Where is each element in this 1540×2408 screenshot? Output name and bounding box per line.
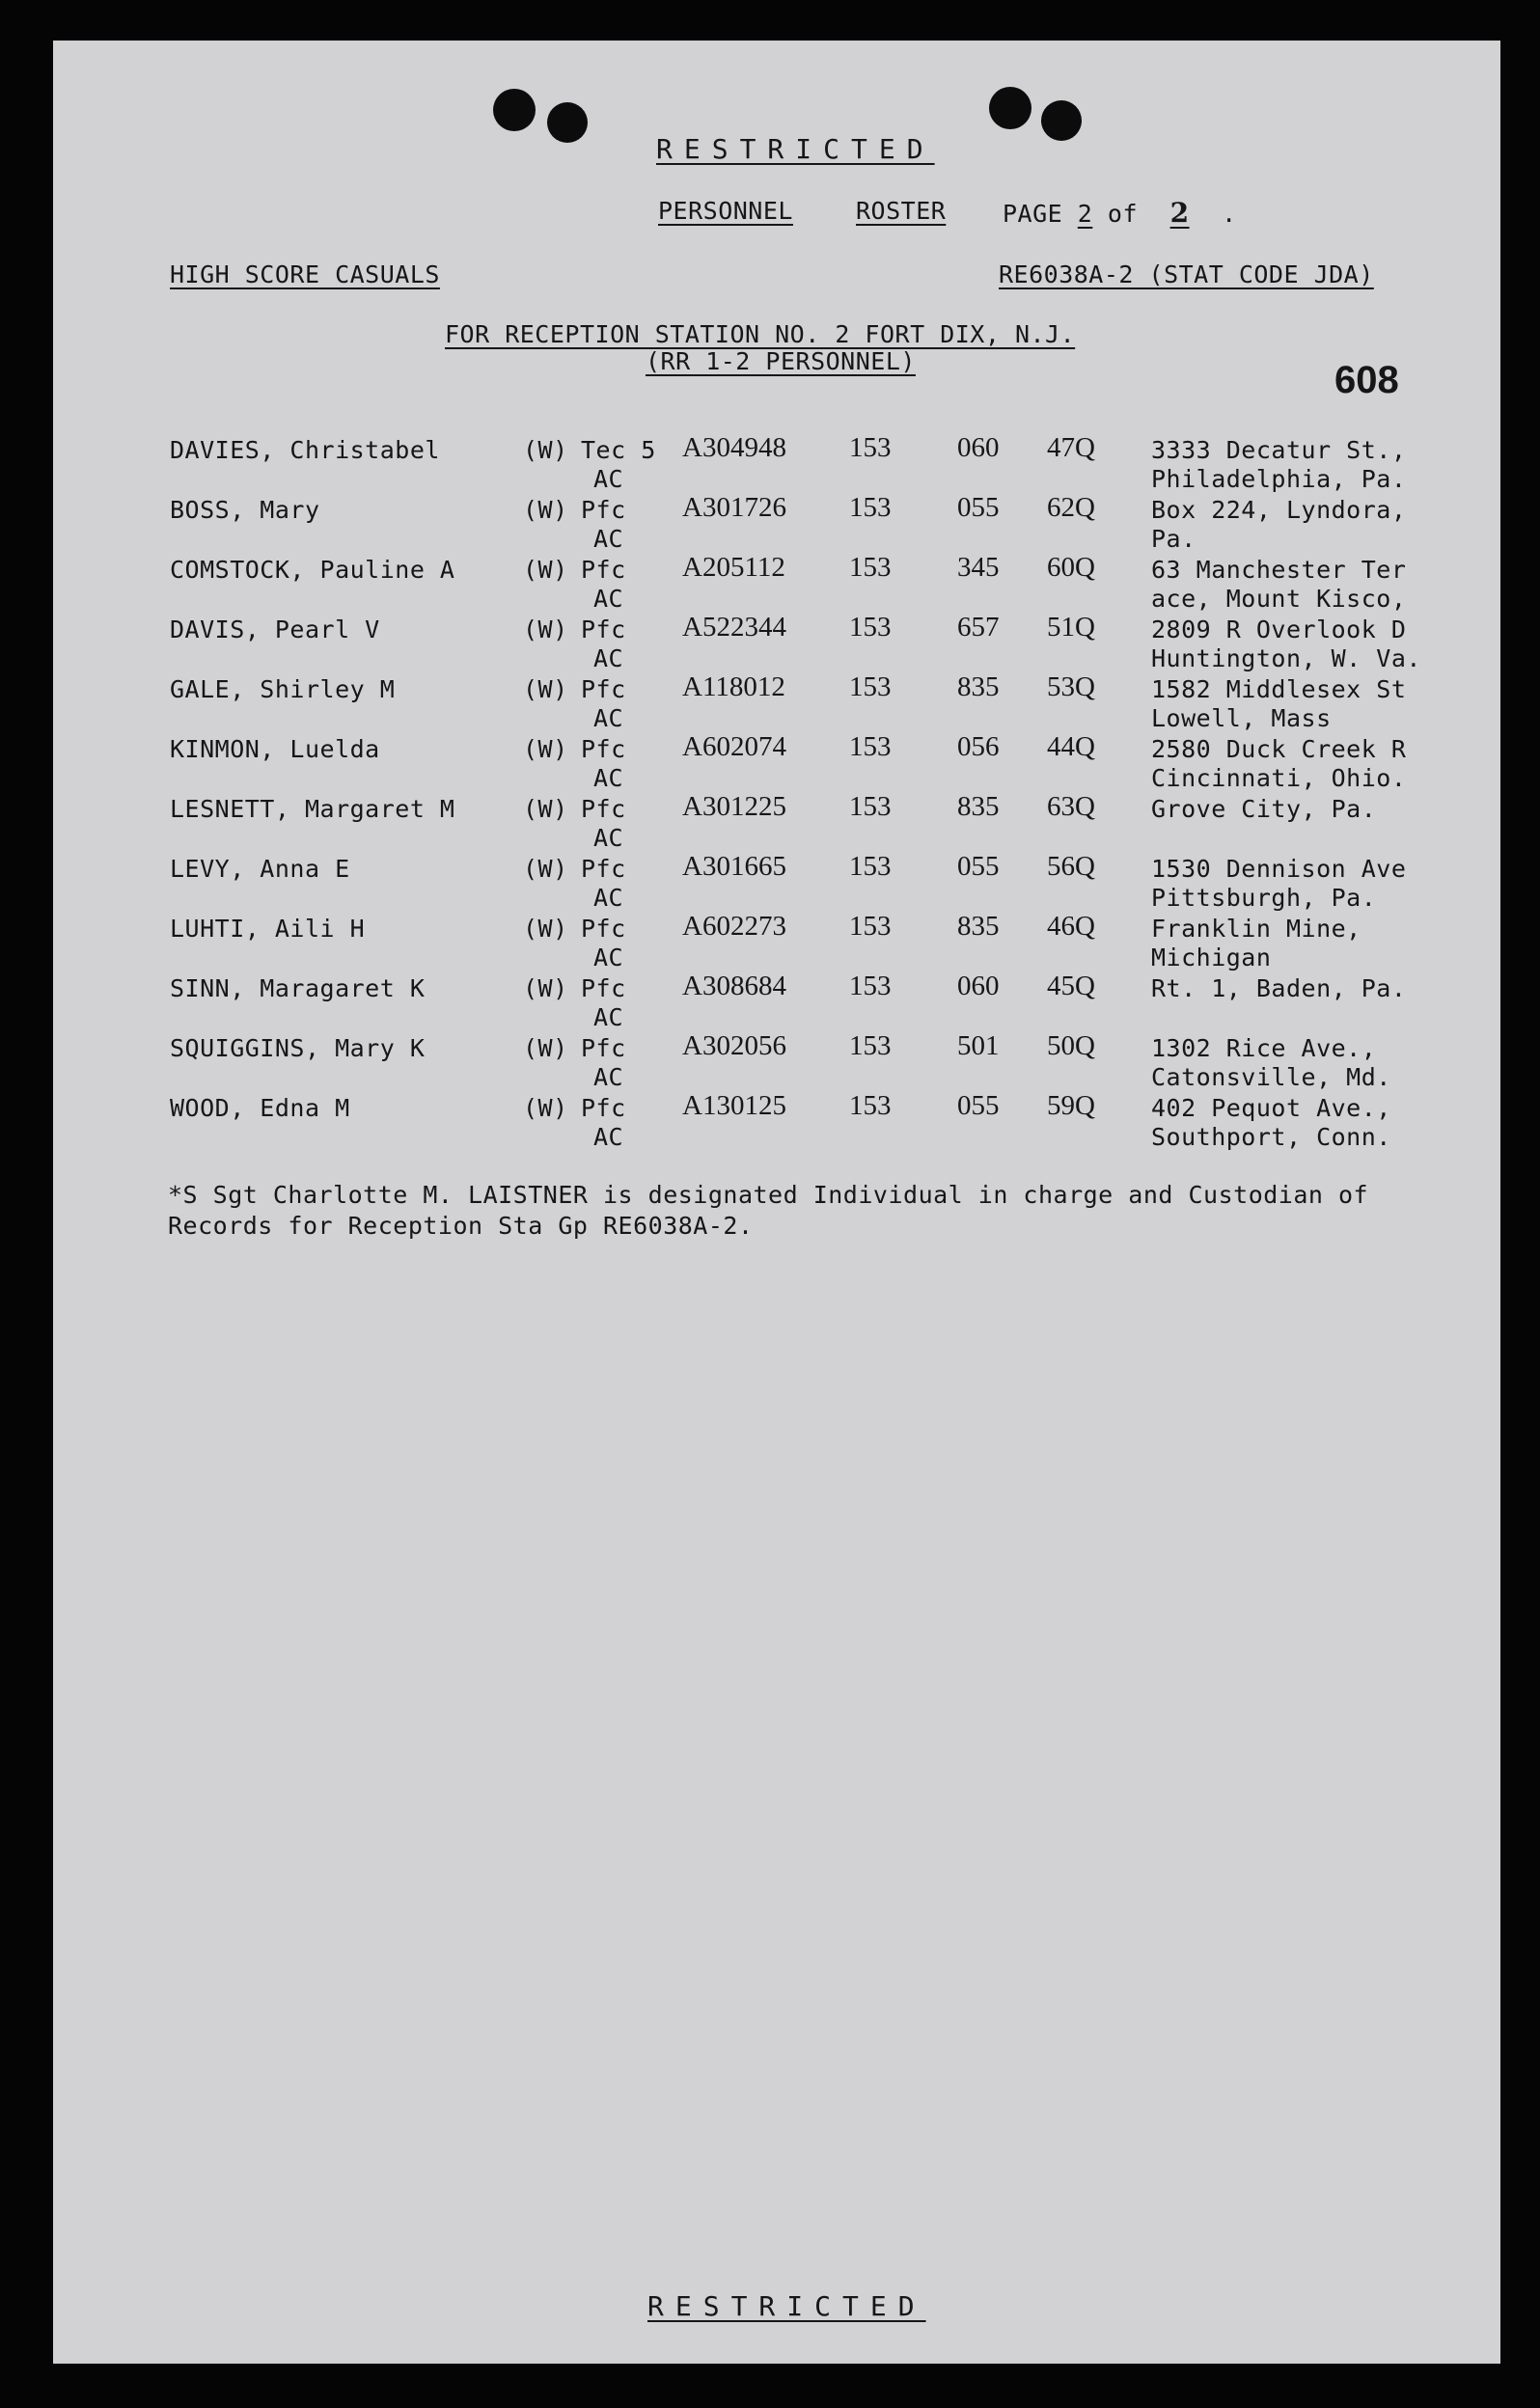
- roster-code-2: 055: [957, 1090, 1000, 1121]
- page-total: 2: [1169, 197, 1190, 229]
- footnote-line-1: *S Sgt Charlotte M. LAISTNER is designated Individual in charge and Custodian of: [168, 1181, 1369, 1209]
- classification-footer: RESTRICTED: [647, 2290, 926, 2322]
- punch-hole-left-a: [493, 89, 536, 131]
- roster-serial: A301726: [682, 492, 786, 523]
- roster-code-1: 153: [849, 851, 892, 882]
- roster-address-line-2: Pa.: [1151, 525, 1196, 553]
- page-label: PAGE: [1003, 200, 1063, 228]
- roster-serial: A602074: [682, 731, 786, 762]
- roster-address-line-1: 1302 Rice Ave.,: [1151, 1034, 1377, 1062]
- roster-name: GALE, Shirley M: [170, 675, 396, 703]
- roster-rank: Pfc: [581, 974, 626, 1002]
- roster-rank: Pfc: [581, 616, 626, 643]
- roster-race: (W): [523, 974, 568, 1002]
- footnote-line-2: Records for Reception Sta Gp RE6038A-2.: [168, 1212, 754, 1240]
- roster-title-left: PERSONNEL: [658, 197, 793, 225]
- roster-arm: AC: [593, 465, 624, 493]
- roster-serial: A308684: [682, 971, 786, 1001]
- roster-serial: A301665: [682, 851, 786, 882]
- roster-code-2: 060: [957, 432, 1000, 463]
- roster-address-line-2: Lowell, Mass: [1151, 704, 1332, 732]
- page-of: of: [1107, 200, 1139, 228]
- roster-arm: AC: [593, 704, 624, 732]
- roster-name: COMSTOCK, Pauline A: [170, 556, 455, 584]
- roster-code-3: 59Q: [1047, 1090, 1095, 1121]
- roster-name: SINN, Maragaret K: [170, 974, 426, 1002]
- roster-address-line-1: 2809 R Overlook D: [1151, 616, 1407, 643]
- roster-code-1: 153: [849, 791, 892, 822]
- roster-code-1: 153: [849, 552, 892, 583]
- classification-header: RESTRICTED: [656, 133, 935, 165]
- roster-address-line-2: Catonsville, Md.: [1151, 1063, 1391, 1091]
- roster-name: DAVIES, Christabel: [170, 436, 440, 464]
- roster-name: LEVY, Anna E: [170, 855, 350, 883]
- roster-arm: AC: [593, 824, 624, 852]
- roster-arm: AC: [593, 764, 624, 792]
- roster-address-line-1: 2580 Duck Creek R: [1151, 735, 1407, 763]
- roster-address-line-1: Box 224, Lyndora,: [1151, 496, 1407, 524]
- roster-address-line-1: 3333 Decatur St.,: [1151, 436, 1407, 464]
- roster-race: (W): [523, 616, 568, 643]
- punch-hole-right-a: [989, 87, 1031, 129]
- roster-code-3: 60Q: [1047, 552, 1095, 583]
- roster-serial: A602273: [682, 911, 786, 942]
- roster-code-2: 060: [957, 971, 1000, 1001]
- roster-address-line-2: Cincinnati, Ohio.: [1151, 764, 1407, 792]
- roster-code-1: 153: [849, 671, 892, 702]
- roster-code-1: 153: [849, 731, 892, 762]
- roster-rank: Pfc: [581, 915, 626, 943]
- page-current: 2: [1077, 200, 1093, 228]
- roster-title-right: ROSTER: [856, 197, 947, 225]
- roster-code-2: 835: [957, 671, 1000, 702]
- roster-arm: AC: [593, 644, 624, 672]
- group-code: RE6038A-2 (STAT CODE JDA): [999, 260, 1374, 288]
- roster-address-line-1: Grove City, Pa.: [1151, 795, 1377, 823]
- roster-serial: A130125: [682, 1090, 786, 1121]
- roster-race: (W): [523, 855, 568, 883]
- roster-code-1: 153: [849, 1030, 892, 1061]
- roster-rank: Pfc: [581, 1034, 626, 1062]
- roster-address-line-1: 402 Pequot Ave.,: [1151, 1094, 1391, 1122]
- roster-code-3: 45Q: [1047, 971, 1095, 1001]
- roster-serial: A522344: [682, 612, 786, 643]
- roster-address-line-2: Pittsburgh, Pa.: [1151, 884, 1377, 912]
- roster-code-2: 501: [957, 1030, 1000, 1061]
- roster-arm: AC: [593, 525, 624, 553]
- roster-rank: Pfc: [581, 496, 626, 524]
- roster-address-line-1: 1582 Middlesex St: [1151, 675, 1407, 703]
- stamp-number: 608: [1334, 359, 1399, 401]
- roster-address-line-1: 63 Manchester Ter: [1151, 556, 1407, 584]
- station-title: FOR RECEPTION STATION NO. 2 FORT DIX, N.J.: [445, 320, 1076, 348]
- roster-rank: Pfc: [581, 1094, 626, 1122]
- roster-code-3: 46Q: [1047, 911, 1095, 942]
- roster-code-1: 153: [849, 1090, 892, 1121]
- roster-code-3: 51Q: [1047, 612, 1095, 643]
- roster-rank: Tec 5: [581, 436, 656, 464]
- roster-code-3: 50Q: [1047, 1030, 1095, 1061]
- roster-arm: AC: [593, 944, 624, 971]
- roster-code-2: 835: [957, 791, 1000, 822]
- roster-code-3: 62Q: [1047, 492, 1095, 523]
- roster-code-2: 056: [957, 731, 1000, 762]
- roster-name: WOOD, Edna M: [170, 1094, 350, 1122]
- roster-name: LUHTI, Aili H: [170, 915, 366, 943]
- roster-code-1: 153: [849, 971, 892, 1001]
- roster-serial: A302056: [682, 1030, 786, 1061]
- roster-address-line-1: Franklin Mine,: [1151, 915, 1361, 943]
- roster-address-line-2: Michigan: [1151, 944, 1272, 971]
- roster-serial: A301225: [682, 791, 786, 822]
- roster-race: (W): [523, 436, 568, 464]
- roster-rank: Pfc: [581, 675, 626, 703]
- roster-arm: AC: [593, 1063, 624, 1091]
- roster-code-1: 153: [849, 492, 892, 523]
- punch-hole-right-b: [1041, 100, 1082, 141]
- roster-race: (W): [523, 556, 568, 584]
- roster-page: [53, 41, 1500, 2364]
- roster-serial: A118012: [682, 671, 785, 702]
- roster-code-2: 835: [957, 911, 1000, 942]
- roster-rank: Pfc: [581, 855, 626, 883]
- roster-address-line-2: Huntington, W. Va.: [1151, 644, 1421, 672]
- roster-race: (W): [523, 735, 568, 763]
- page-total-suffix: .: [1222, 200, 1237, 228]
- roster-race: (W): [523, 675, 568, 703]
- page-indicator: [1003, 197, 1237, 229]
- roster-code-2: 657: [957, 612, 1000, 643]
- roster-arm: AC: [593, 1123, 624, 1151]
- roster-code-2: 055: [957, 851, 1000, 882]
- roster-rank: Pfc: [581, 795, 626, 823]
- roster-arm: AC: [593, 884, 624, 912]
- roster-rank: Pfc: [581, 735, 626, 763]
- roster-name: SQUIGGINS, Mary K: [170, 1034, 426, 1062]
- roster-code-3: 53Q: [1047, 671, 1095, 702]
- personnel-type: (RR 1-2 PERSONNEL): [646, 347, 916, 375]
- roster-name: KINMON, Luelda: [170, 735, 380, 763]
- roster-race: (W): [523, 496, 568, 524]
- roster-serial: A205112: [682, 552, 785, 583]
- roster-address-line-2: Philadelphia, Pa.: [1151, 465, 1407, 493]
- roster-name: BOSS, Mary: [170, 496, 320, 524]
- group-title: HIGH SCORE CASUALS: [170, 260, 440, 288]
- roster-code-3: 47Q: [1047, 432, 1095, 463]
- roster-code-1: 153: [849, 432, 892, 463]
- roster-code-2: 345: [957, 552, 1000, 583]
- roster-arm: AC: [593, 585, 624, 613]
- roster-name: DAVIS, Pearl V: [170, 616, 380, 643]
- roster-address-line-1: Rt. 1, Baden, Pa.: [1151, 974, 1407, 1002]
- roster-code-3: 63Q: [1047, 791, 1095, 822]
- roster-address-line-2: Southport, Conn.: [1151, 1123, 1391, 1151]
- roster-address-line-2: ace, Mount Kisco,: [1151, 585, 1407, 613]
- roster-arm: AC: [593, 1003, 624, 1031]
- roster-name: LESNETT, Margaret M: [170, 795, 455, 823]
- roster-serial: A304948: [682, 432, 786, 463]
- roster-address-line-1: 1530 Dennison Ave: [1151, 855, 1407, 883]
- punch-hole-left-b: [547, 102, 588, 143]
- roster-code-2: 055: [957, 492, 1000, 523]
- roster-rank: Pfc: [581, 556, 626, 584]
- roster-code-1: 153: [849, 911, 892, 942]
- roster-race: (W): [523, 1094, 568, 1122]
- roster-code-3: 44Q: [1047, 731, 1095, 762]
- roster-race: (W): [523, 1034, 568, 1062]
- roster-code-3: 56Q: [1047, 851, 1095, 882]
- roster-code-1: 153: [849, 612, 892, 643]
- roster-race: (W): [523, 795, 568, 823]
- roster-race: (W): [523, 915, 568, 943]
